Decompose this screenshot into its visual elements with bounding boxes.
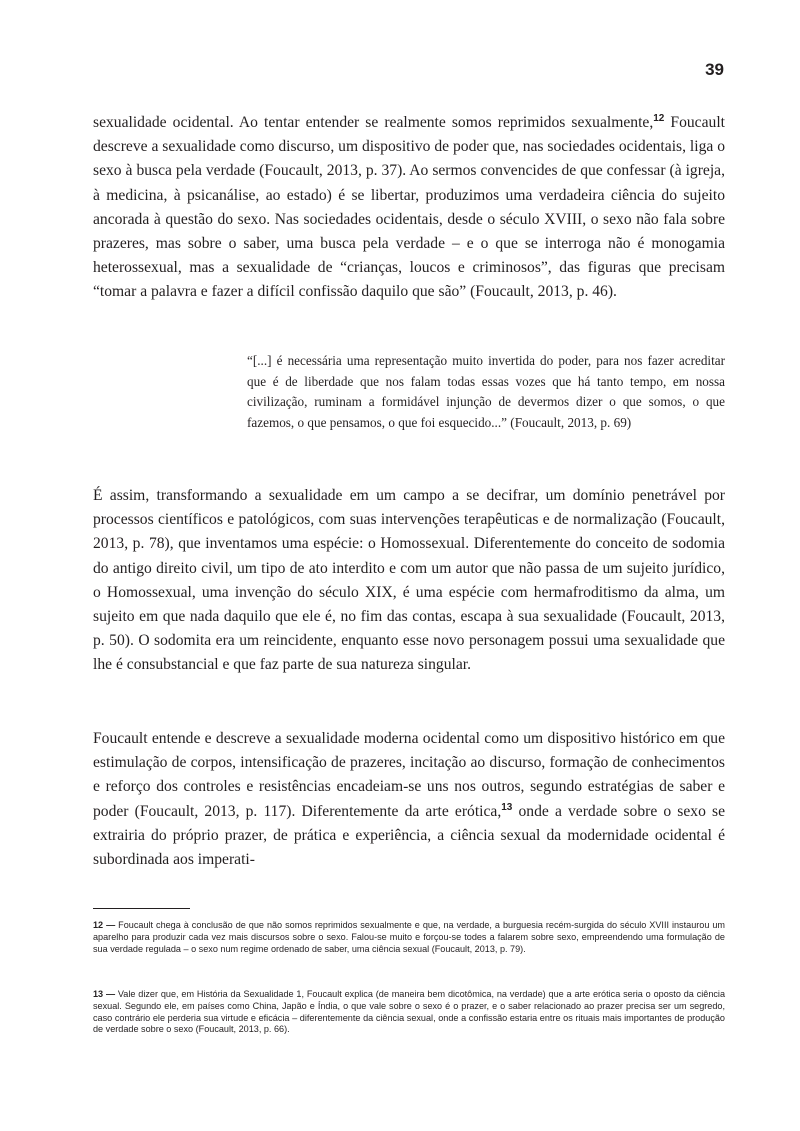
page-number: 39 [705, 60, 724, 79]
footnote-12-text: Foucault chega à conclusão de que não somos reprimidos sexualmente e que, na verdade, a burguesia recém-surgida do século XVIII instaurou um aparelho para produzir cada vez mais discursos sobre o sexo. Falou-se muito e forçou-se todes a falarem sobre sexo, empreendendo uma formulação de sua verdade regulada – o sexo num regime ordenado de saber, uma ciência sexual (Foucault, 2013, p. 79). [93, 920, 725, 954]
footnote-separator [93, 908, 190, 909]
footnote-13-number: 13 — [93, 989, 116, 999]
block-quote: “[...] é necessária uma representação muito invertida do poder, para nos fazer acreditar que é de liberdade que nos falam todas essas vozes que há tanto tempo, em nossa civilização, ruminam a formidável injunção de devermos dizer o que somos, o que fazemos, o que pensamos, o que foi esquecido...” (Foucault, 2013, p. 69) [247, 353, 725, 430]
body-paragraph-1 [93, 111, 725, 305]
body-paragraph-2: É assim, transformando a sexualidade em um campo a se decifrar, um domínio penetrável por processos científicos e patológicos, com suas intervenções terapêuticas e de normalização (Foucault, 2013, p. 78), que inventamos uma espécie: o Homossexual. Diferentemente do conceito de sodomia do antigo direito civil, um tipo de ato interdito e com um autor que não passa de um sujeito jurídico, o Homossexual, uma invenção do século XIX, é uma espécie com hermafroditismo da alma, um sujeito em que nada daquilo que ele é, no fim das contas, escapa à sua sexualidade (Foucault, 2013, p. 50). O sodomita era um reincidente, enquanto esse novo personagem possui uma sexualidade que lhe é consubstancial e que faz parte de sua natureza singular. [93, 487, 725, 674]
footnote-12-number: 12 — [93, 920, 116, 930]
paragraph-3-text-end: onde a verdade sobre o sexo se extrairia do próprio prazer, de prática e experiência, a ciência sexual da modernidade ocidental é subordinada aos imperati- [93, 802, 725, 869]
footnote-13-text: Vale dizer que, em História da Sexualidade 1, Foucault explica (de maneira bem dicotômica, na verdade) que a arte erótica seria o oposto da ciência sexual. Segundo ele, em países como China, Japão e Índia, o que vale sobre o sexo é o prazer, e o saber relacionado ao prazer precisa ser um segredo, caso contrário ele perderia sua virtude e eficácia – diferentemente da ciência sexual, onde a confissão estaria entre os rituais mais importantes de produção de verdade sobre o sexo (Foucault, 2013, p. 66). [93, 989, 725, 1035]
footnote-13 [93, 989, 725, 1036]
footnote-ref-12[interactable]: 12 [653, 112, 665, 124]
footnote-12 [93, 920, 725, 955]
paragraph-1-text-end: Foucault descreve a sexualidade como discurso, um dispositivo de poder que, nas sociedades ocidentais, liga o sexo à busca pela verdade (Foucault, 2013, p. 37). Ao sermos convencides de que confessar (à igreja, à medicina, à psicanálise, ao estado) é se libertar, produzimos uma verdadeira ciência do sujeito ancorada à questão do sexo. Nas sociedades ocidentais, desde o século XVIII, o sexo não fala sobre prazeres, mas sobre o saber, uma busca pela verdade – e o que se interroga não é monogamia heterossexual, mas a sexualidade de “crianças, loucos e criminosos”, das figuras que precisam “tomar a palavra e fazer a difícil confissão daquilo que são” (Foucault, 2013, p. 46). [93, 114, 725, 301]
body-paragraph-3 [93, 727, 725, 872]
paragraph-1-text-start: sexualidade ocidental. Ao tentar entender se realmente somos reprimidos sexualmente, [93, 114, 654, 131]
footnote-ref-13[interactable]: 13 [501, 801, 513, 813]
paragraph-3-text-start: Foucault entende e descreve a sexualidade moderna ocidental como um dispositivo histórico em que estimulação de corpos, intensificação de prazeres, incitação ao discurso, formação de conhecimentos e reforço dos controles e resistências encadeiam-se uns nos outros, segundo estratégias de saber e poder (Foucault, 2013, p. 117). Diferentemente da arte erótica, [93, 730, 725, 820]
